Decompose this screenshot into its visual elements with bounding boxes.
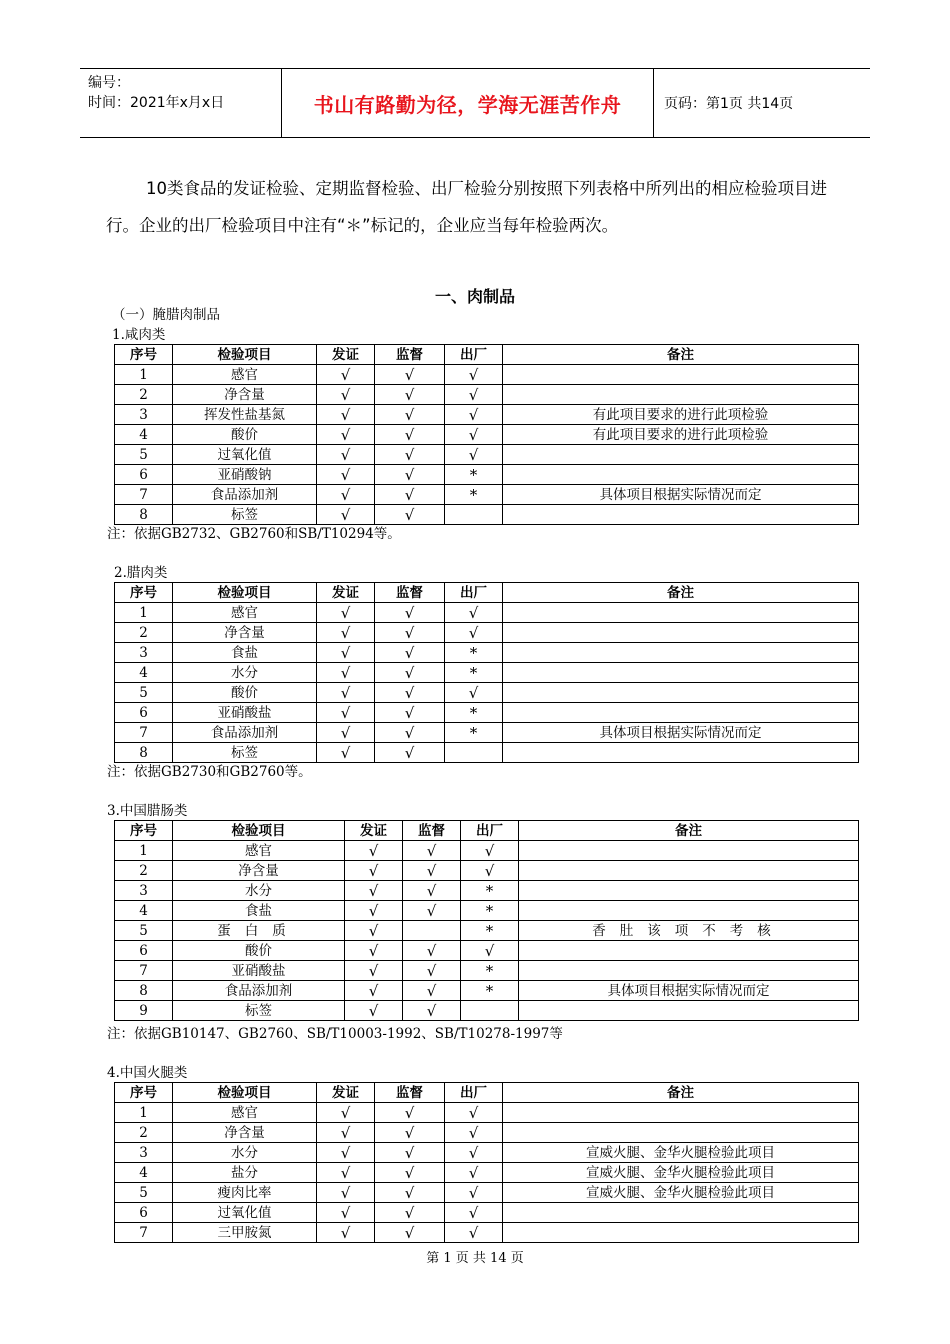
cell-item: 盐分 xyxy=(173,1163,317,1183)
cell-remark xyxy=(503,703,859,723)
column-header-serial: 序号 xyxy=(115,1083,173,1103)
cell-issue: √ xyxy=(345,1001,403,1021)
cell-remark xyxy=(503,603,859,623)
cell-issue: √ xyxy=(317,643,375,663)
cell-supervise: √ xyxy=(403,961,461,981)
column-header-issue: 发证 xyxy=(317,345,375,365)
column-header-remark: 备注 xyxy=(503,345,859,365)
table-row xyxy=(115,961,859,981)
cell-supervise: √ xyxy=(375,1103,445,1123)
cell-serial: 5 xyxy=(115,1183,173,1203)
cell-serial: 7 xyxy=(115,961,173,981)
cell-factory: √ xyxy=(445,445,503,465)
subsection-title: （一）腌腊肉制品 xyxy=(112,307,220,323)
cell-item: 感官 xyxy=(173,1103,317,1123)
cell-factory: * xyxy=(445,643,503,663)
cell-supervise: √ xyxy=(403,881,461,901)
cell-issue: √ xyxy=(317,1203,375,1223)
cell-serial: 6 xyxy=(115,941,173,961)
table-2-title: 2.腊肉类 xyxy=(114,565,168,581)
cell-supervise: √ xyxy=(375,485,445,505)
cell-issue: √ xyxy=(345,981,403,1001)
cell-supervise: √ xyxy=(403,861,461,881)
cell-item: 瘦肉比率 xyxy=(173,1183,317,1203)
cell-supervise: √ xyxy=(375,465,445,485)
cell-item: 净含量 xyxy=(173,861,345,881)
cell-serial: 3 xyxy=(115,881,173,901)
table-row xyxy=(115,445,859,465)
cell-issue: √ xyxy=(345,841,403,861)
cell-remark xyxy=(519,841,859,861)
cell-remark xyxy=(519,901,859,921)
cell-factory: * xyxy=(445,703,503,723)
column-header-factory: 出厂 xyxy=(445,1083,503,1103)
cell-item: 标签 xyxy=(173,1001,345,1021)
table-row xyxy=(115,723,859,743)
cell-factory: √ xyxy=(445,1143,503,1163)
cell-factory: √ xyxy=(445,1223,503,1243)
cell-remark xyxy=(503,1203,859,1223)
table-row xyxy=(115,425,859,445)
cell-remark: 具体项目根据实际情况而定 xyxy=(503,723,859,743)
cell-issue: √ xyxy=(317,485,375,505)
cell-item: 净含量 xyxy=(173,1123,317,1143)
table-row xyxy=(115,941,859,961)
table-3-note: 注：依据GB10147、GB2760、SB/T10003-1992、SB/T10278-1997等 xyxy=(107,1026,563,1042)
cell-remark xyxy=(503,643,859,663)
cell-factory: √ xyxy=(445,1203,503,1223)
table-2-note: 注：依据GB2730和GB2760等。 xyxy=(107,764,312,780)
cell-supervise: √ xyxy=(375,663,445,683)
cell-issue: √ xyxy=(345,961,403,981)
table-row xyxy=(115,603,859,623)
cell-serial: 6 xyxy=(115,1203,173,1223)
cell-remark: 具体项目根据实际情况而定 xyxy=(503,485,859,505)
cell-item: 亚硝酸盐 xyxy=(173,961,345,981)
cell-factory xyxy=(461,1001,519,1021)
cell-factory: * xyxy=(445,723,503,743)
cell-item: 食品添加剂 xyxy=(173,485,317,505)
cell-remark xyxy=(503,445,859,465)
cell-supervise: √ xyxy=(375,425,445,445)
column-header-supervise: 监督 xyxy=(375,345,445,365)
intro-paragraph: 10类食品的发证检验、定期监督检验、出厂检验分别按照下列表格中所列出的相应检验项目进行。企业的出厂检验项目中注有“＊”标记的，企业应当每年检验两次。 xyxy=(106,179,827,235)
cell-supervise: √ xyxy=(375,1203,445,1223)
table-row xyxy=(115,841,859,861)
column-header-serial: 序号 xyxy=(115,821,173,841)
cell-factory: √ xyxy=(445,623,503,643)
cell-factory: √ xyxy=(445,425,503,445)
cell-supervise: √ xyxy=(375,1183,445,1203)
cell-remark: 有此项目要求的进行此项检验 xyxy=(503,405,859,425)
cell-serial: 2 xyxy=(115,861,173,881)
table-row xyxy=(115,1163,859,1183)
cell-issue: √ xyxy=(317,663,375,683)
cell-item: 食品添加剂 xyxy=(173,981,345,1001)
cell-issue: √ xyxy=(317,1143,375,1163)
table-1 xyxy=(114,344,859,525)
cell-remark: 宣威火腿、金华火腿检验此项目 xyxy=(503,1143,859,1163)
table-row xyxy=(115,1223,859,1243)
cell-serial: 7 xyxy=(115,485,173,505)
cell-factory xyxy=(445,743,503,763)
cell-supervise xyxy=(403,921,461,941)
column-header-remark: 备注 xyxy=(519,821,859,841)
column-header-factory: 出厂 xyxy=(461,821,519,841)
table-row xyxy=(115,623,859,643)
cell-factory: * xyxy=(461,921,519,941)
cell-item: 过氧化值 xyxy=(173,445,317,465)
cell-serial: 1 xyxy=(115,365,173,385)
cell-remark xyxy=(503,683,859,703)
cell-supervise: √ xyxy=(403,1001,461,1021)
cell-supervise: √ xyxy=(403,901,461,921)
table-3 xyxy=(114,820,859,1021)
cell-remark xyxy=(503,505,859,525)
table-row xyxy=(115,505,859,525)
cell-item: 酸价 xyxy=(173,425,317,445)
cell-remark xyxy=(503,1103,859,1123)
cell-issue: √ xyxy=(317,505,375,525)
table-row xyxy=(115,1203,859,1223)
column-header-item: 检验项目 xyxy=(173,821,345,841)
table-row xyxy=(115,921,859,941)
cell-issue: √ xyxy=(317,603,375,623)
cell-serial: 3 xyxy=(115,643,173,663)
document-date: 时间：2021年x月x日 xyxy=(88,95,225,111)
column-header-supervise: 监督 xyxy=(375,583,445,603)
cell-item: 食盐 xyxy=(173,901,345,921)
cell-remark xyxy=(503,1223,859,1243)
cell-issue: √ xyxy=(317,1223,375,1243)
cell-serial: 1 xyxy=(115,841,173,861)
column-header-serial: 序号 xyxy=(115,583,173,603)
cell-issue: √ xyxy=(317,703,375,723)
cell-issue: √ xyxy=(345,901,403,921)
cell-factory: √ xyxy=(445,1183,503,1203)
cell-factory: * xyxy=(445,485,503,505)
table-row xyxy=(115,365,859,385)
page-header xyxy=(80,68,870,138)
cell-serial: 1 xyxy=(115,1103,173,1123)
cell-issue: √ xyxy=(317,723,375,743)
cell-issue: √ xyxy=(345,921,403,941)
cell-item: 感官 xyxy=(173,841,345,861)
column-header-issue: 发证 xyxy=(345,821,403,841)
cell-supervise: √ xyxy=(375,643,445,663)
cell-remark xyxy=(519,961,859,981)
cell-supervise: √ xyxy=(403,841,461,861)
cell-supervise: √ xyxy=(375,1223,445,1243)
document-number-label: 编号： xyxy=(88,75,130,91)
cell-supervise: √ xyxy=(375,1123,445,1143)
column-header-item: 检验项目 xyxy=(173,345,317,365)
cell-supervise: √ xyxy=(375,743,445,763)
cell-remark xyxy=(503,1123,859,1143)
cell-remark xyxy=(519,861,859,881)
column-header-factory: 出厂 xyxy=(445,583,503,603)
table-row xyxy=(115,1001,859,1021)
cell-issue: √ xyxy=(317,445,375,465)
cell-serial: 1 xyxy=(115,603,173,623)
page-footer: 第 1 页 共 14 页 xyxy=(426,1251,524,1266)
cell-factory: √ xyxy=(445,683,503,703)
cell-supervise: √ xyxy=(375,683,445,703)
cell-serial: 6 xyxy=(115,703,173,723)
section-title: 一、肉制品 xyxy=(434,287,515,306)
cell-item: 亚硝酸钠 xyxy=(173,465,317,485)
cell-issue: √ xyxy=(317,743,375,763)
cell-issue: √ xyxy=(345,881,403,901)
cell-issue: √ xyxy=(317,385,375,405)
cell-item: 水分 xyxy=(173,663,317,683)
table-4-title: 4.中国火腿类 xyxy=(107,1065,188,1081)
cell-supervise: √ xyxy=(403,981,461,1001)
cell-remark: 宣威火腿、金华火腿检验此项目 xyxy=(503,1163,859,1183)
cell-serial: 7 xyxy=(115,1223,173,1243)
cell-serial: 6 xyxy=(115,465,173,485)
cell-item: 水分 xyxy=(173,881,345,901)
cell-factory: * xyxy=(461,961,519,981)
table-row xyxy=(115,683,859,703)
cell-item: 感官 xyxy=(173,603,317,623)
cell-remark: 香肚该项不考核 xyxy=(519,921,859,941)
cell-item: 水分 xyxy=(173,1143,317,1163)
cell-issue: √ xyxy=(345,941,403,961)
cell-item: 标签 xyxy=(173,743,317,763)
cell-remark xyxy=(503,743,859,763)
cell-item: 挥发性盐基氮 xyxy=(173,405,317,425)
cell-supervise: √ xyxy=(375,603,445,623)
cell-serial: 4 xyxy=(115,663,173,683)
cell-issue: √ xyxy=(317,425,375,445)
cell-serial: 2 xyxy=(115,623,173,643)
table-1-title: 1.咸肉类 xyxy=(112,327,166,343)
cell-serial: 3 xyxy=(115,1143,173,1163)
table-row xyxy=(115,703,859,723)
cell-serial: 9 xyxy=(115,1001,173,1021)
cell-serial: 3 xyxy=(115,405,173,425)
cell-factory: √ xyxy=(461,941,519,961)
column-header-issue: 发证 xyxy=(317,1083,375,1103)
cell-item: 食品添加剂 xyxy=(173,723,317,743)
cell-serial: 5 xyxy=(115,921,173,941)
table-row xyxy=(115,743,859,763)
table-row xyxy=(115,881,859,901)
cell-factory: √ xyxy=(445,1163,503,1183)
cell-issue: √ xyxy=(345,861,403,881)
cell-serial: 8 xyxy=(115,981,173,1001)
cell-item: 食盐 xyxy=(173,643,317,663)
table-row xyxy=(115,385,859,405)
column-header-remark: 备注 xyxy=(503,583,859,603)
cell-remark: 宣威火腿、金华火腿检验此项目 xyxy=(503,1183,859,1203)
cell-issue: √ xyxy=(317,365,375,385)
table-2 xyxy=(114,582,859,763)
cell-remark xyxy=(503,465,859,485)
cell-remark xyxy=(503,663,859,683)
cell-factory: √ xyxy=(461,841,519,861)
table-row xyxy=(115,465,859,485)
header-motto: 书山有路勤为径，学海无涯苦作舟 xyxy=(282,69,654,137)
cell-item: 酸价 xyxy=(173,683,317,703)
cell-factory: √ xyxy=(445,603,503,623)
column-header-supervise: 监督 xyxy=(375,1083,445,1103)
cell-serial: 4 xyxy=(115,1163,173,1183)
cell-factory: √ xyxy=(445,365,503,385)
cell-factory: √ xyxy=(461,861,519,881)
cell-remark: 具体项目根据实际情况而定 xyxy=(519,981,859,1001)
cell-serial: 8 xyxy=(115,505,173,525)
cell-factory: √ xyxy=(445,1123,503,1143)
cell-serial: 7 xyxy=(115,723,173,743)
cell-serial: 4 xyxy=(115,425,173,445)
cell-issue: √ xyxy=(317,1123,375,1143)
cell-serial: 4 xyxy=(115,901,173,921)
cell-remark xyxy=(503,365,859,385)
column-header-remark: 备注 xyxy=(503,1083,859,1103)
table-row xyxy=(115,643,859,663)
column-header-item: 检验项目 xyxy=(173,583,317,603)
cell-supervise: √ xyxy=(375,1163,445,1183)
table-row xyxy=(115,485,859,505)
table-row xyxy=(115,861,859,881)
table-row xyxy=(115,1103,859,1123)
cell-issue: √ xyxy=(317,623,375,643)
cell-item: 过氧化值 xyxy=(173,1203,317,1223)
cell-supervise: √ xyxy=(375,703,445,723)
cell-item: 净含量 xyxy=(173,623,317,643)
table-row xyxy=(115,405,859,425)
cell-factory: * xyxy=(461,901,519,921)
cell-supervise: √ xyxy=(375,385,445,405)
column-header-factory: 出厂 xyxy=(445,345,503,365)
table-row xyxy=(115,981,859,1001)
cell-item: 蛋白质 xyxy=(173,921,345,941)
cell-factory: * xyxy=(445,663,503,683)
cell-remark xyxy=(503,385,859,405)
cell-supervise: √ xyxy=(403,941,461,961)
column-header-item: 检验项目 xyxy=(173,1083,317,1103)
column-header-serial: 序号 xyxy=(115,345,173,365)
cell-factory: * xyxy=(445,465,503,485)
table-row xyxy=(115,1123,859,1143)
table-1-note: 注：依据GB2732、GB2760和SB/T10294等。 xyxy=(107,526,401,542)
cell-item: 亚硝酸盐 xyxy=(173,703,317,723)
cell-factory: √ xyxy=(445,1103,503,1123)
cell-supervise: √ xyxy=(375,623,445,643)
cell-serial: 2 xyxy=(115,1123,173,1143)
cell-factory: * xyxy=(461,981,519,1001)
cell-supervise: √ xyxy=(375,1143,445,1163)
cell-supervise: √ xyxy=(375,445,445,465)
cell-remark xyxy=(503,623,859,643)
cell-supervise: √ xyxy=(375,723,445,743)
cell-remark: 有此项目要求的进行此项检验 xyxy=(503,425,859,445)
header-page-info: 页码：第1页 共14页 xyxy=(664,96,794,112)
cell-remark xyxy=(519,941,859,961)
cell-supervise: √ xyxy=(375,365,445,385)
table-row xyxy=(115,901,859,921)
cell-issue: √ xyxy=(317,1103,375,1123)
cell-issue: √ xyxy=(317,405,375,425)
cell-item: 净含量 xyxy=(173,385,317,405)
cell-serial: 8 xyxy=(115,743,173,763)
cell-factory: √ xyxy=(445,405,503,425)
table-row xyxy=(115,663,859,683)
cell-issue: √ xyxy=(317,1183,375,1203)
cell-serial: 5 xyxy=(115,683,173,703)
column-header-issue: 发证 xyxy=(317,583,375,603)
table-4 xyxy=(114,1082,859,1243)
cell-item: 标签 xyxy=(173,505,317,525)
table-row xyxy=(115,1183,859,1203)
cell-issue: √ xyxy=(317,465,375,485)
cell-issue: √ xyxy=(317,683,375,703)
cell-factory: * xyxy=(461,881,519,901)
table-row xyxy=(115,1143,859,1163)
cell-item: 感官 xyxy=(173,365,317,385)
cell-supervise: √ xyxy=(375,505,445,525)
cell-supervise: √ xyxy=(375,405,445,425)
cell-remark xyxy=(519,1001,859,1021)
cell-item: 三甲胺氮 xyxy=(173,1223,317,1243)
cell-item: 酸价 xyxy=(173,941,345,961)
cell-serial: 2 xyxy=(115,385,173,405)
column-header-supervise: 监督 xyxy=(403,821,461,841)
cell-factory xyxy=(445,505,503,525)
header-meta xyxy=(80,69,282,137)
table-3-title: 3.中国腊肠类 xyxy=(107,803,188,819)
cell-remark xyxy=(519,881,859,901)
cell-serial: 5 xyxy=(115,445,173,465)
cell-factory: √ xyxy=(445,385,503,405)
cell-issue: √ xyxy=(317,1163,375,1183)
